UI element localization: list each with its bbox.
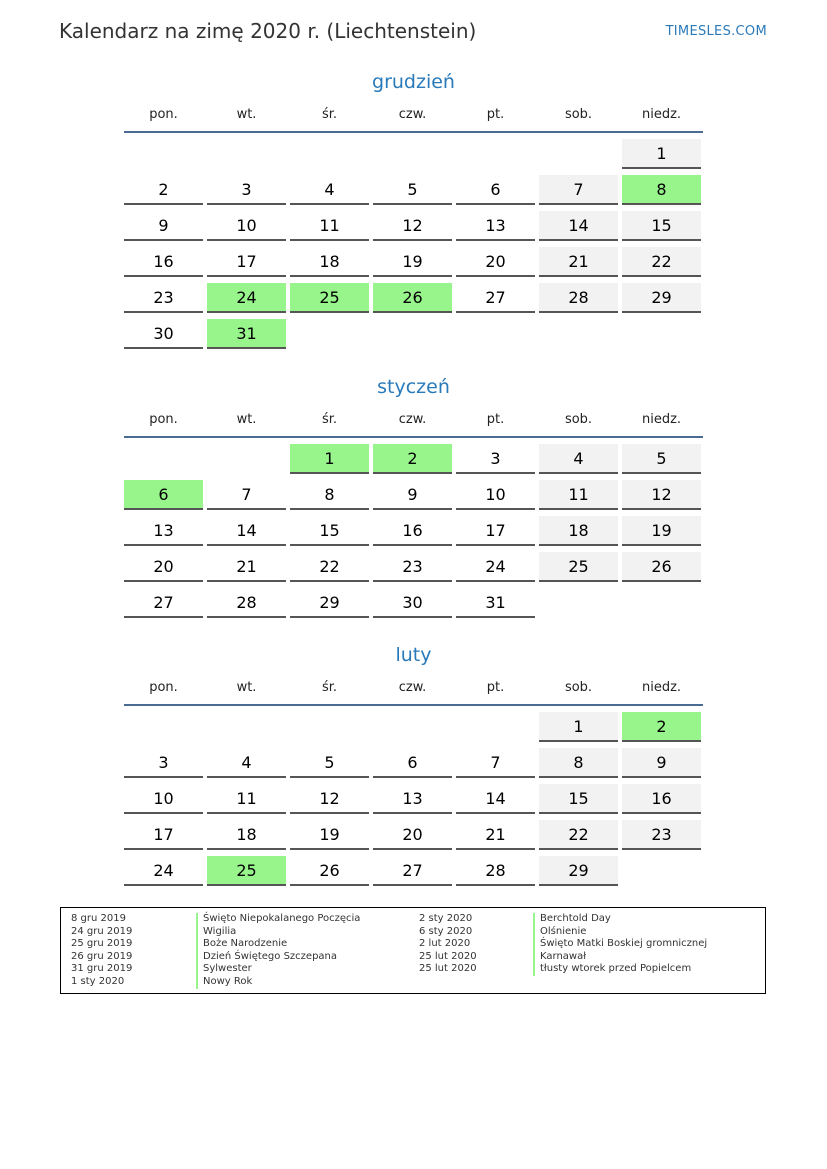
legend-holiday-date: 8 gru 2019 xyxy=(71,913,126,924)
empty-cell xyxy=(290,139,369,169)
day-cell[interactable]: 30 xyxy=(124,319,203,349)
day-cell[interactable]: 22 xyxy=(290,552,369,582)
day-cell[interactable]: 12 xyxy=(622,480,701,510)
week-row xyxy=(124,818,703,854)
legend-holiday-date: 31 gru 2019 xyxy=(71,963,133,975)
day-cell[interactable]: 29 xyxy=(290,588,369,618)
day-cell[interactable]: 14 xyxy=(539,211,618,241)
weekday-label: pt. xyxy=(486,412,505,427)
empty-cell xyxy=(124,139,203,169)
day-cell[interactable]: 14 xyxy=(207,516,286,546)
week-row xyxy=(124,746,703,782)
weekday-label: wt. xyxy=(236,107,257,122)
weekday-label: niedz. xyxy=(641,107,682,122)
week-row xyxy=(124,854,703,890)
day-cell[interactable]: 6 xyxy=(456,175,535,205)
weekday-label: śr. xyxy=(321,412,338,427)
legend-holiday-name: Święto Niepokalanego Poczęcia xyxy=(196,913,360,926)
day-cell[interactable]: 15 xyxy=(290,516,369,546)
empty-cell xyxy=(207,712,286,742)
day-cell[interactable]: 11 xyxy=(539,480,618,510)
day-cell[interactable]: 28 xyxy=(207,588,286,618)
empty-cell xyxy=(124,712,203,742)
empty-cell xyxy=(456,319,535,349)
day-cell[interactable]: 23 xyxy=(373,552,452,582)
month-name: grudzień xyxy=(372,71,455,93)
day-cell[interactable]: 20 xyxy=(373,820,452,850)
week-row xyxy=(124,173,703,209)
holiday-day-cell[interactable]: 8 xyxy=(622,175,701,205)
day-cell[interactable]: 5 xyxy=(373,175,452,205)
legend-holiday-name: Berchtold Day xyxy=(533,913,707,926)
legend-holiday-name: tłusty wtorek przed Popielcem xyxy=(533,963,707,976)
day-cell[interactable]: 25 xyxy=(539,552,618,582)
day-cell[interactable]: 20 xyxy=(456,247,535,277)
day-grid xyxy=(124,137,703,353)
legend-holiday-date: 6 sty 2020 xyxy=(419,925,473,937)
empty-cell xyxy=(124,444,203,474)
legend-holiday-date: 1 sty 2020 xyxy=(71,975,125,987)
empty-cell xyxy=(373,319,452,349)
page-title: Kalendarz na zimę 2020 r. (Liechtenstein) xyxy=(59,19,477,43)
empty-cell xyxy=(456,139,535,169)
day-cell[interactable]: 19 xyxy=(373,247,452,277)
day-cell[interactable]: 13 xyxy=(124,516,203,546)
day-cell[interactable]: 27 xyxy=(456,283,535,313)
legend-holiday-name: Święto Matki Boskiej gromnicznej xyxy=(533,938,707,951)
legend-holiday-date: 25 lut 2020 xyxy=(419,950,477,962)
day-cell[interactable]: 10 xyxy=(456,480,535,510)
legend-holiday-date: 24 gru 2019 xyxy=(71,925,133,937)
weekday-label: czw. xyxy=(398,412,427,427)
empty-cell xyxy=(373,139,452,169)
day-cell[interactable]: 3 xyxy=(124,748,203,778)
weekday-label: niedz. xyxy=(641,412,682,427)
day-cell[interactable]: 5 xyxy=(622,444,701,474)
day-cell[interactable]: 2 xyxy=(124,175,203,205)
day-cell[interactable]: 31 xyxy=(456,588,535,618)
empty-cell xyxy=(207,139,286,169)
day-cell[interactable]: 4 xyxy=(207,748,286,778)
day-cell[interactable]: 11 xyxy=(207,784,286,814)
empty-cell xyxy=(622,319,701,349)
day-cell[interactable]: 29 xyxy=(622,283,701,313)
weekday-header xyxy=(124,409,703,438)
week-row xyxy=(124,478,703,514)
legend-holiday-date: 26 gru 2019 xyxy=(71,950,133,962)
day-cell[interactable]: 21 xyxy=(456,820,535,850)
holiday-day-cell[interactable]: 2 xyxy=(373,444,452,474)
day-cell[interactable]: 9 xyxy=(124,211,203,241)
week-row xyxy=(124,317,703,353)
legend-holiday-name: Nowy Rok xyxy=(196,976,360,989)
empty-cell xyxy=(539,319,618,349)
day-cell[interactable]: 5 xyxy=(290,748,369,778)
day-cell[interactable]: 8 xyxy=(290,480,369,510)
day-cell[interactable]: 29 xyxy=(539,856,618,886)
weekday-label: czw. xyxy=(398,107,427,122)
legend-holiday-date: 25 gru 2019 xyxy=(71,938,133,950)
day-cell[interactable]: 17 xyxy=(456,516,535,546)
day-cell[interactable]: 20 xyxy=(124,552,203,582)
day-cell[interactable]: 22 xyxy=(539,820,618,850)
weekday-label: sob. xyxy=(564,412,593,427)
weekday-label: wt. xyxy=(236,412,257,427)
week-row xyxy=(124,209,703,245)
day-cell[interactable]: 17 xyxy=(207,247,286,277)
empty-cell xyxy=(373,712,452,742)
day-cell[interactable]: 8 xyxy=(539,748,618,778)
day-cell[interactable]: 26 xyxy=(622,552,701,582)
weekday-label: czw. xyxy=(398,680,427,695)
weekday-label: wt. xyxy=(236,680,257,695)
legend-holiday-name: Wigilia xyxy=(196,926,360,939)
holiday-day-cell[interactable]: 25 xyxy=(290,283,369,313)
month-block xyxy=(124,373,703,622)
holiday-day-cell[interactable]: 25 xyxy=(207,856,286,886)
week-row xyxy=(124,137,703,173)
day-cell[interactable]: 3 xyxy=(207,175,286,205)
empty-cell xyxy=(539,588,618,618)
weekday-label: pt. xyxy=(486,680,505,695)
day-cell[interactable]: 6 xyxy=(373,748,452,778)
holiday-day-cell[interactable]: 24 xyxy=(207,283,286,313)
day-cell[interactable]: 12 xyxy=(373,211,452,241)
month-name: styczeń xyxy=(377,376,450,398)
legend-dates-right xyxy=(419,913,477,976)
empty-cell xyxy=(622,588,701,618)
legend-holiday-name: Karnawał xyxy=(533,951,707,964)
weekday-label: pon. xyxy=(149,107,178,122)
empty-cell xyxy=(456,712,535,742)
day-cell[interactable]: 27 xyxy=(124,588,203,618)
legend-holiday-name: Dzień Świętego Szczepana xyxy=(196,951,360,964)
day-cell[interactable]: 24 xyxy=(456,552,535,582)
month-block xyxy=(124,68,703,353)
holiday-day-cell[interactable]: 6 xyxy=(124,480,203,510)
day-cell[interactable]: 7 xyxy=(456,748,535,778)
day-cell[interactable]: 9 xyxy=(622,748,701,778)
brand-logo-text[interactable]: TIMESLES.COM xyxy=(665,24,767,39)
day-cell[interactable]: 16 xyxy=(124,247,203,277)
weekday-header xyxy=(124,677,703,706)
day-cell[interactable]: 21 xyxy=(539,247,618,277)
holiday-day-cell[interactable]: 26 xyxy=(373,283,452,313)
day-cell[interactable]: 11 xyxy=(290,211,369,241)
day-cell[interactable]: 18 xyxy=(207,820,286,850)
week-row xyxy=(124,710,703,746)
day-cell[interactable]: 7 xyxy=(207,480,286,510)
day-cell[interactable]: 12 xyxy=(290,784,369,814)
day-cell[interactable]: 23 xyxy=(124,283,203,313)
day-cell[interactable]: 4 xyxy=(539,444,618,474)
legend-names-right xyxy=(533,913,707,976)
day-cell[interactable]: 28 xyxy=(456,856,535,886)
weekday-label: pon. xyxy=(149,680,178,695)
weekday-label: pon. xyxy=(149,412,178,427)
day-cell[interactable]: 26 xyxy=(290,856,369,886)
day-cell[interactable]: 22 xyxy=(622,247,701,277)
holiday-legend xyxy=(60,907,766,994)
legend-holiday-name: Sylwester xyxy=(196,963,360,976)
day-cell[interactable]: 1 xyxy=(622,139,701,169)
day-cell[interactable]: 13 xyxy=(373,784,452,814)
weekday-label: niedz. xyxy=(641,680,682,695)
week-row xyxy=(124,586,703,622)
legend-dates-left xyxy=(71,913,132,989)
day-grid xyxy=(124,710,703,890)
empty-cell xyxy=(207,444,286,474)
day-cell[interactable]: 10 xyxy=(124,784,203,814)
day-cell[interactable]: 7 xyxy=(539,175,618,205)
weekday-label: sob. xyxy=(564,680,593,695)
day-cell[interactable]: 18 xyxy=(539,516,618,546)
legend-names-left xyxy=(196,913,360,989)
week-row xyxy=(124,550,703,586)
holiday-day-cell[interactable]: 1 xyxy=(290,444,369,474)
day-cell[interactable]: 9 xyxy=(373,480,452,510)
day-cell[interactable]: 17 xyxy=(124,820,203,850)
holiday-day-cell[interactable]: 31 xyxy=(207,319,286,349)
day-cell[interactable]: 24 xyxy=(124,856,203,886)
day-cell[interactable]: 4 xyxy=(290,175,369,205)
week-row xyxy=(124,514,703,550)
day-cell[interactable]: 30 xyxy=(373,588,452,618)
month-name: luty xyxy=(395,644,432,666)
day-cell[interactable]: 27 xyxy=(373,856,452,886)
weekday-label: śr. xyxy=(321,107,338,122)
day-cell[interactable]: 13 xyxy=(456,211,535,241)
holiday-day-cell[interactable]: 2 xyxy=(622,712,701,742)
day-cell[interactable]: 1 xyxy=(539,712,618,742)
day-cell[interactable]: 16 xyxy=(373,516,452,546)
legend-holiday-date: 25 lut 2020 xyxy=(419,963,477,975)
weekday-header xyxy=(124,104,703,133)
empty-cell xyxy=(622,856,701,886)
weekday-label: sob. xyxy=(564,107,593,122)
day-cell[interactable]: 3 xyxy=(456,444,535,474)
day-cell[interactable]: 16 xyxy=(622,784,701,814)
empty-cell xyxy=(290,319,369,349)
day-cell[interactable]: 18 xyxy=(290,247,369,277)
empty-cell xyxy=(539,139,618,169)
day-cell[interactable]: 10 xyxy=(207,211,286,241)
legend-holiday-name: Olśnienie xyxy=(533,926,707,939)
week-row xyxy=(124,245,703,281)
day-cell[interactable]: 21 xyxy=(207,552,286,582)
month-block xyxy=(124,641,703,890)
day-cell[interactable]: 15 xyxy=(622,211,701,241)
day-cell[interactable]: 19 xyxy=(622,516,701,546)
week-row xyxy=(124,442,703,478)
weekday-label: pt. xyxy=(486,107,505,122)
week-row xyxy=(124,281,703,317)
day-cell[interactable]: 19 xyxy=(290,820,369,850)
day-cell[interactable]: 23 xyxy=(622,820,701,850)
legend-holiday-date: 2 lut 2020 xyxy=(419,938,471,950)
day-grid xyxy=(124,442,703,622)
legend-holiday-date: 2 sty 2020 xyxy=(419,913,473,924)
day-cell[interactable]: 15 xyxy=(539,784,618,814)
legend-holiday-name: Boże Narodzenie xyxy=(196,938,360,951)
day-cell[interactable]: 28 xyxy=(539,283,618,313)
week-row xyxy=(124,782,703,818)
empty-cell xyxy=(290,712,369,742)
weekday-label: śr. xyxy=(321,680,338,695)
day-cell[interactable]: 14 xyxy=(456,784,535,814)
